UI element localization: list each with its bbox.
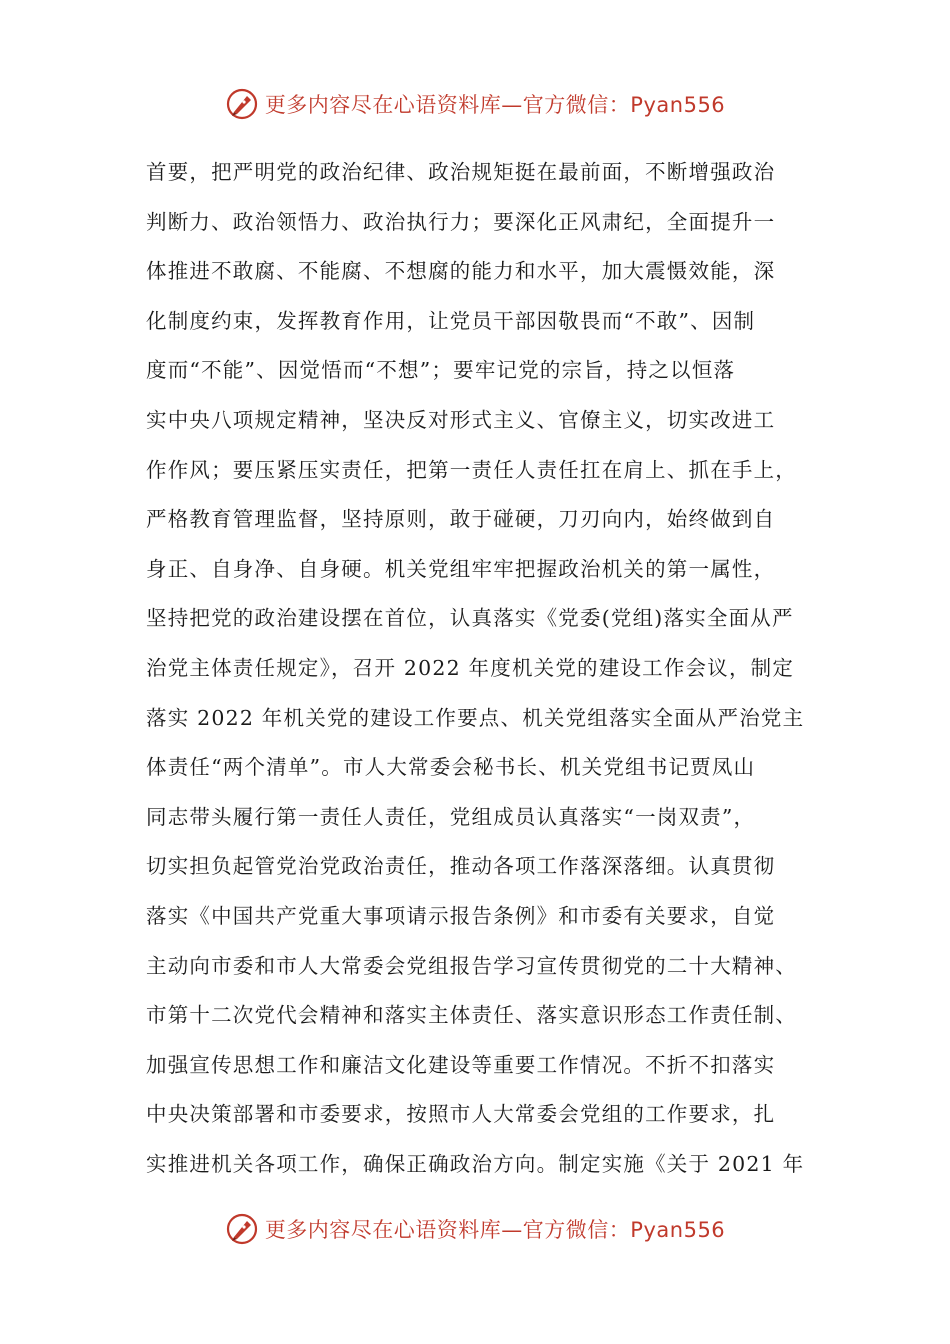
body-line: 首要，把严明党的政治纪律、政治规矩挺在最前面，不断增强政治 <box>146 160 776 184</box>
body-line: 加强宣传思想工作和廉洁文化建设等重要工作情况。不折不扣落实 <box>146 1052 776 1077</box>
body-line: 实推进机关各项工作，确保正确政治方向。制定实施《关于 2021 年 <box>146 1151 805 1176</box>
body-line: 实中央八项规定精神，坚决反对形式主义、官僚主义，切实改进工 <box>146 407 776 432</box>
body-line: 化制度约束，发挥教育作用，让党员干部因敬畏而“不敢”、因制 <box>146 308 756 333</box>
body-line: 主动向市委和市人大常委会党组报告学习宣传贯彻党的二十大精神、 <box>146 953 797 978</box>
pen-nib-in-circle-icon <box>225 1212 259 1246</box>
document-body <box>146 148 818 1189</box>
body-line: 身正、自身净、自身硬。机关党组牢牢把握政治机关的第一属性， <box>146 556 776 581</box>
body-line: 严格教育管理监督，坚持原则，敢于碰硬，刀刃向内，始终做到自 <box>146 507 776 532</box>
body-line: 治党主体责任规定》，召开 2022 年度机关党的建设工作会议，制定 <box>146 655 795 680</box>
body-line: 体责任“两个清单”。市人大常委会秘书长、机关党组书记贾凤山 <box>146 755 756 780</box>
body-line: 同志带头履行第一责任人责任，党组成员认真落实“一岗双责”， <box>146 804 756 829</box>
body-line: 中央决策部署和市委要求，按照市人大常委会党组的工作要求，扎 <box>146 1102 776 1127</box>
body-line: 坚持把党的政治建设摆在首位，认真落实《党委(党组)落实全面从严 <box>146 606 794 631</box>
footer-watermark <box>0 1209 950 1249</box>
header-watermark <box>0 84 950 124</box>
body-line: 市第十二次党代会精神和落实主体责任、落实意识形态工作责任制、 <box>146 1003 797 1028</box>
body-line: 作作风；要压紧压实责任，把第一责任人责任扛在肩上、抓在手上， <box>146 457 797 482</box>
body-line: 切实担负起管党治党政治责任，推动各项工作落深落细。认真贯彻 <box>146 854 776 879</box>
body-line: 落实 2022 年机关党的建设工作要点、机关党组落实全面从严治党主 <box>146 705 805 730</box>
watermark-text: 更多内容尽在心语资料库—官方微信：Pyan556 <box>264 1218 726 1242</box>
pen-nib-in-circle-icon <box>225 87 259 121</box>
body-line: 体推进不敢腐、不能腐、不想腐的能力和水平，加大震慑效能，深 <box>146 259 776 284</box>
body-line: 度而“不能”、因觉悟而“不想”；要牢记党的宗旨，持之以恒落 <box>146 358 736 383</box>
watermark-text: 更多内容尽在心语资料库—官方微信：Pyan556 <box>264 93 726 117</box>
body-line: 落实《中国共产党重大事项请示报告条例》和市委有关要求，自觉 <box>146 903 776 928</box>
body-line: 判断力、政治领悟力、政治执行力；要深化正风肃纪，全面提升一 <box>146 209 776 234</box>
